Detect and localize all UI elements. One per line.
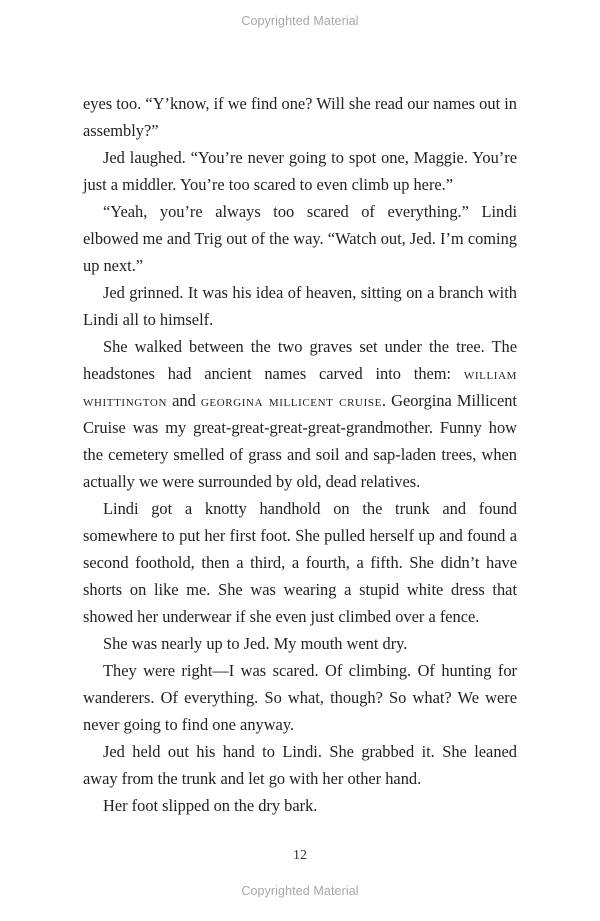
copyright-watermark-top: Copyrighted Material xyxy=(241,14,359,28)
paragraph xyxy=(83,792,517,819)
copyright-watermark-bottom: Copyrighted Material xyxy=(241,884,359,898)
paragraph xyxy=(83,198,517,279)
paragraph xyxy=(83,279,517,333)
paragraph-text: and xyxy=(167,391,201,410)
paragraph xyxy=(83,495,517,630)
paragraph xyxy=(83,630,517,657)
paragraph xyxy=(83,90,517,144)
paragraph xyxy=(83,738,517,792)
paragraph-text: Jed grinned. It was his idea of heaven, sitting on a branch with Lindi all to himself. xyxy=(83,283,517,329)
paragraph-text: “Yeah, you’re always too scared of everything.” Lindi elbowed me and Trig out of the way. “Watch out, Jed. I’m coming up next.” xyxy=(83,202,517,275)
paragraph-text: She was nearly up to Jed. My mouth went dry. xyxy=(103,634,408,653)
paragraph xyxy=(83,144,517,198)
headstone-name-smallcaps: georgina millicent cruise xyxy=(200,391,382,410)
paragraph xyxy=(83,333,517,495)
headstone-name-smallcaps: william whittington xyxy=(83,364,517,410)
body-text xyxy=(83,90,517,819)
paragraph-text: Her foot slipped on the dry bark. xyxy=(103,796,318,815)
paragraph-text: Jed laughed. “You’re never going to spot one, Maggie. You’re just a middler. You’re too scared to even climb up here.” xyxy=(83,148,517,194)
paragraph-text: They were right—I was scared. Of climbing. Of hunting for wanderers. Of everything. So what, though? So what? We were never going to find one anyway. xyxy=(83,661,517,734)
paragraph-text: . Georgina Millicent Cruise was my great-great-great-great-grandmother. Funny how the cemetery smelled of grass and soil and sap-laden trees, when actually we were surrounded by old, dead relatives. xyxy=(83,391,517,491)
paragraph xyxy=(83,657,517,738)
paragraph-text: eyes too. “Y’know, if we find one? Will she read our names out in assembly?” xyxy=(83,94,517,140)
paragraph-text: Lindi got a knotty handhold on the trunk and found somewhere to put her first foot. She pulled herself up and found a second foothold, then a third, a fourth, a fifth. She didn’t have shorts on like me. She was wearing a stupid white dress that showed her underwear if she even just climbed over a fence. xyxy=(83,499,517,626)
page-number: 12 xyxy=(293,848,307,863)
paragraph-text: She walked between the two graves set under the tree. The headstones had ancient names carved into them: xyxy=(83,337,517,383)
paragraph-text: Jed held out his hand to Lindi. She grabbed it. She leaned away from the trunk and let go with her other hand. xyxy=(83,742,517,788)
